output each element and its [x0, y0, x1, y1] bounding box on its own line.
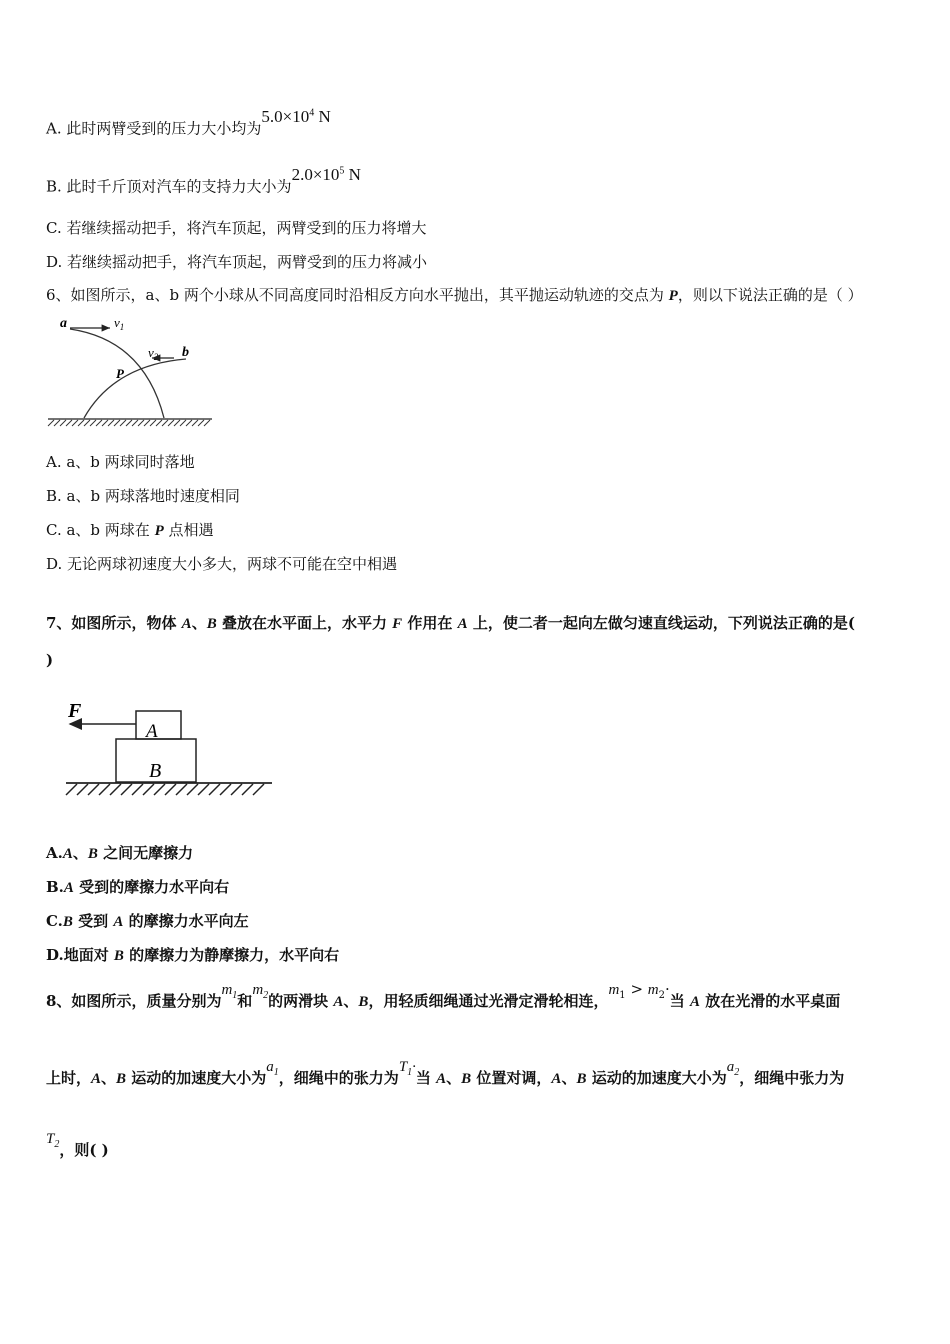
option-text: 、: [72, 844, 88, 862]
option-text: 的摩擦力水平向左: [123, 912, 249, 930]
stem-text: 、: [191, 614, 207, 632]
hatch-mark: [180, 420, 186, 426]
math-unit: N: [344, 164, 361, 184]
option-text: B. 此时千斤顶对汽车的支持力大小为: [46, 177, 292, 196]
var-T2: $T_2$: [46, 1131, 60, 1150]
q6-option-c: [46, 520, 214, 541]
var-A: A: [181, 616, 192, 632]
q7-option-d: [46, 945, 339, 966]
trajectory-b: [84, 359, 186, 418]
hatch-mark: [168, 420, 174, 426]
stem-text: 6、如图所示，a、b 两个小球从不同高度同时沿相反方向水平抛出，其平抛运动轨迹的交点为: [46, 286, 669, 304]
point-label: P: [668, 288, 678, 304]
hatch-mark: [198, 784, 209, 795]
var-A: A: [113, 914, 124, 930]
hatch-mark: [66, 784, 77, 795]
hatch-mark: [187, 784, 198, 795]
projectile-figure: [44, 310, 224, 430]
q8-stem-line-3: [46, 1131, 109, 1167]
hatch-mark: [165, 784, 176, 795]
hatch-mark: [209, 784, 220, 795]
stem-text: 7、如图所示，物体: [46, 614, 182, 632]
hatch-mark: [154, 784, 165, 795]
stem-text: 的两滑块: [268, 992, 334, 1010]
stem-text: 当: [415, 1069, 437, 1087]
stem-text: 、: [101, 1069, 117, 1087]
point-label: P: [154, 523, 164, 539]
ground-hatching: [48, 420, 210, 426]
label-p: P: [116, 366, 124, 381]
var-T1: $T_1\cdot$: [398, 1059, 416, 1078]
var-B: B: [87, 846, 98, 862]
stem-text: 位置对调，: [471, 1069, 552, 1087]
math-expression: [292, 165, 361, 184]
label-b: b: [182, 345, 189, 360]
hatch-mark: [88, 784, 99, 795]
q7-stem-close: ): [46, 651, 54, 669]
var-A: A: [63, 880, 74, 896]
math-mantissa: 2.0×10: [291, 164, 340, 184]
math-exponent: 5: [339, 165, 345, 176]
var-A: A: [436, 1071, 447, 1087]
hatch-mark: [253, 784, 264, 795]
var-A: A: [333, 994, 344, 1010]
var-A: A: [551, 1071, 562, 1087]
stem-text: 上，使二者一起向左做匀速直线运动，下列说法正确的是(: [467, 614, 855, 632]
var-a2: $a_2$: [726, 1059, 740, 1078]
option-text: 受到的摩擦力水平向右: [73, 878, 230, 896]
math-unit: N: [314, 106, 331, 126]
label-A: A: [146, 721, 158, 742]
option-text: 点相遇: [163, 521, 214, 539]
mass-comparison: $m_1 > m_2\cdot$: [608, 980, 670, 1001]
stem-text: 当: [669, 992, 691, 1010]
hatch-mark: [204, 420, 210, 426]
stem-text: 、: [561, 1069, 577, 1087]
stem-text: 作用在: [402, 614, 458, 632]
hatch-mark: [132, 784, 143, 795]
hatch-mark: [90, 420, 96, 426]
var-B: B: [62, 914, 73, 930]
blocks-figure: [60, 695, 280, 805]
hatch-mark: [138, 420, 144, 426]
option-text: D.地面对: [46, 946, 114, 964]
stem-text: 叠放在水平面上，水平力: [216, 614, 393, 632]
q6-option-b: B. a、b 两球落地时速度相同: [46, 487, 240, 505]
option-text: 的摩擦力为静摩擦力，水平向右: [123, 946, 340, 964]
hatch-mark: [110, 784, 121, 795]
option-text: 受到: [72, 912, 114, 930]
label-v2: $v_2$: [148, 345, 159, 362]
var-F: F: [392, 616, 403, 632]
q8-stem-line-1: [46, 980, 841, 1018]
var-A: A: [62, 846, 73, 862]
hatch-mark: [176, 784, 187, 795]
option-letter: A.: [46, 844, 63, 862]
var-A: A: [690, 994, 701, 1010]
hatch-mark: [132, 420, 138, 426]
q6-stem: [46, 285, 863, 306]
hatch-mark: [48, 420, 54, 426]
label-F: F: [68, 700, 82, 722]
stem-text: 运动的加速度大小为: [586, 1069, 727, 1087]
label-v1: $v_1$: [114, 315, 125, 332]
var-a1: $a_1$: [266, 1059, 279, 1078]
stem-text: ，细绳中的张力为: [278, 1069, 399, 1087]
q7-option-b: [46, 877, 229, 898]
hatch-mark: [108, 420, 114, 426]
hatch-mark: [144, 420, 150, 426]
hatch-mark: [242, 784, 253, 795]
math-exponent: 4: [309, 107, 315, 118]
stem-text: ，细绳中张力为: [739, 1069, 845, 1087]
hatch-mark: [162, 420, 168, 426]
hatch-mark: [231, 784, 242, 795]
q7-stem: [46, 613, 855, 634]
hatch-mark: [99, 784, 110, 795]
var-B: B: [116, 1071, 127, 1087]
var-B: B: [576, 1071, 587, 1087]
label-B: B: [149, 760, 162, 782]
var-B: B: [206, 616, 217, 632]
var-m2: $m_2$: [252, 982, 269, 1001]
stem-text: 放在光滑的水平桌面: [700, 992, 841, 1010]
stem-text: ，用轻质细绳通过光滑定滑轮相连，: [368, 992, 609, 1010]
var-B: B: [461, 1071, 472, 1087]
var-A: A: [91, 1071, 102, 1087]
hatch-mark: [84, 420, 90, 426]
q6-option-a: A. a、b 两球同时落地: [46, 453, 195, 471]
q6-option-d: D. 无论两球初速度大小多大，两球不可能在空中相遇: [46, 555, 398, 573]
hatch-mark: [150, 420, 156, 426]
hatch-mark: [126, 420, 132, 426]
hatch-mark: [186, 420, 192, 426]
hatch-mark: [143, 784, 154, 795]
q5-option-c: C. 若继续摇动把手，将汽车顶起，两臂受到的压力将增大: [46, 219, 427, 237]
var-m1: $m_1$: [221, 982, 238, 1001]
math-expression: [261, 107, 330, 126]
hatch-mark: [192, 420, 198, 426]
var-B: B: [113, 948, 124, 964]
hatch-mark: [198, 420, 204, 426]
hatch-mark: [78, 420, 84, 426]
ground-hatching: [66, 784, 264, 795]
hatch-mark: [174, 420, 180, 426]
var-A: A: [457, 616, 468, 632]
hatch-mark: [220, 784, 231, 795]
option-text: C. a、b 两球在: [46, 521, 155, 539]
stem-text: ，则( ): [59, 1141, 109, 1159]
math-mantissa: 5.0×10: [261, 106, 310, 126]
hatch-mark: [60, 420, 66, 426]
stem-text: ，则以下说法正确的是（ ）: [677, 286, 863, 304]
hatch-mark: [114, 420, 120, 426]
var-B: B: [358, 994, 369, 1010]
hatch-mark: [54, 420, 60, 426]
stem-text: 8、如图所示，质量分别为: [46, 992, 222, 1010]
option-text: A. 此时两臂受到的压力大小均为: [46, 119, 262, 138]
hatch-mark: [121, 784, 132, 795]
option-letter: B.: [46, 878, 64, 896]
hatch-mark: [66, 420, 72, 426]
q5-option-d: D. 若继续摇动把手，将汽车顶起，两臂受到的压力将减小: [46, 253, 428, 271]
label-a: a: [60, 316, 67, 331]
q5-option-a: [46, 106, 331, 139]
q7-option-c: [46, 911, 249, 932]
q7-option-a: [46, 843, 193, 864]
stem-text: 、: [446, 1069, 462, 1087]
hatch-mark: [96, 420, 102, 426]
stem-text: 运动的加速度大小为: [126, 1069, 267, 1087]
q8-stem-line-2: [46, 1059, 845, 1095]
hatch-mark: [72, 420, 78, 426]
hatch-mark: [77, 784, 88, 795]
hatch-mark: [102, 420, 108, 426]
stem-text: 、: [343, 992, 359, 1010]
block-A: [136, 711, 181, 739]
stem-text: 和: [237, 992, 253, 1010]
q5-option-b: [46, 164, 361, 197]
hatch-mark: [120, 420, 126, 426]
stem-text: 上时，: [46, 1069, 92, 1087]
option-letter: C.: [46, 912, 63, 930]
option-text: 之间无摩擦力: [97, 844, 194, 862]
hatch-mark: [156, 420, 162, 426]
